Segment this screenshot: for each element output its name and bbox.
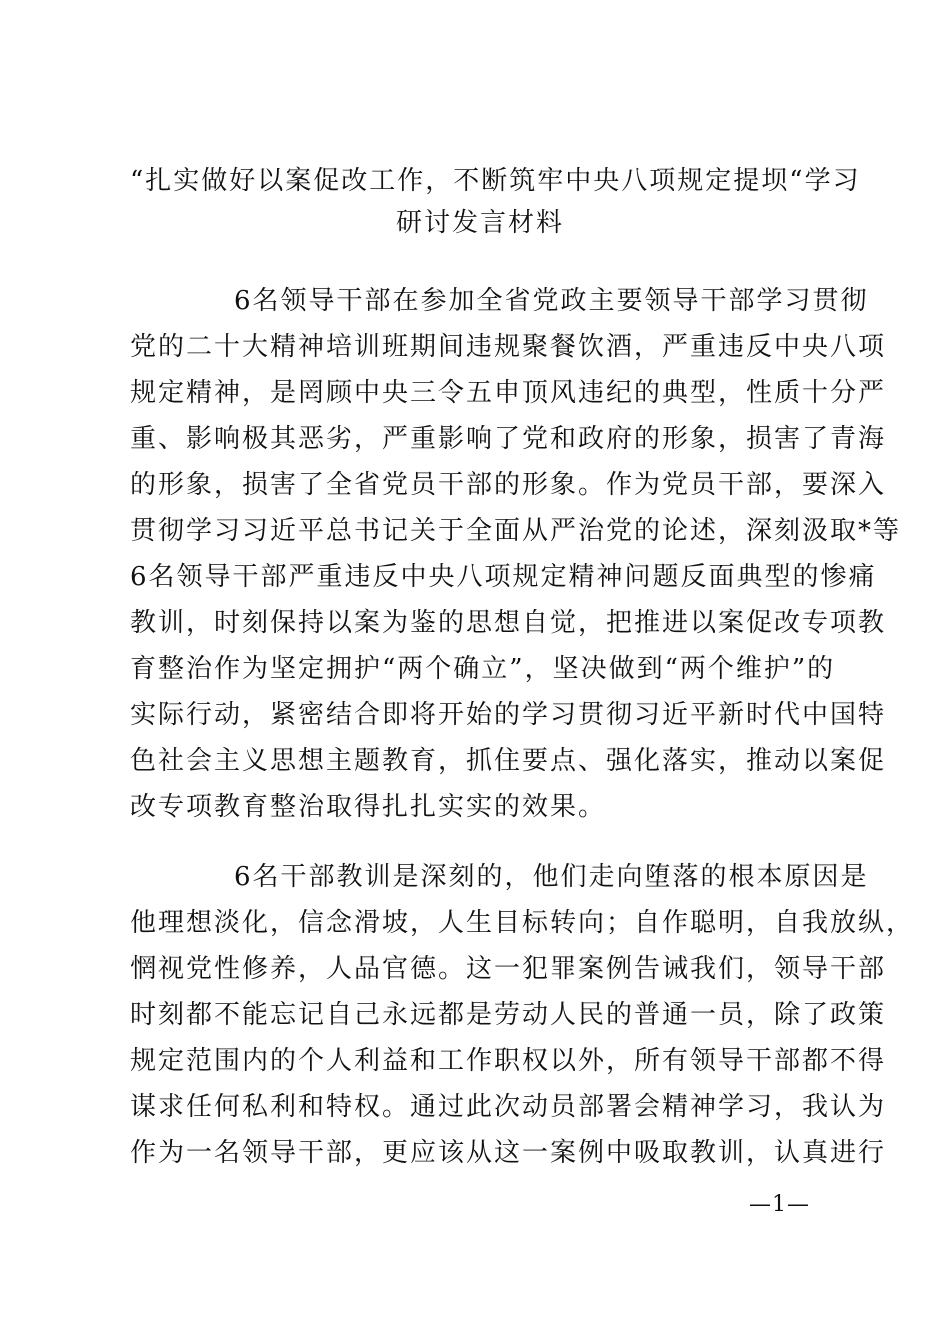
- paragraph-line: 6名领导干部在参加全省党政主要领导干部学习贯彻: [234, 286, 869, 316]
- page-number: —1—: [749, 1192, 810, 1217]
- paragraph-line: 规定范围内的个人利益和工作职权以外，所有领导干部都不得: [130, 1046, 887, 1076]
- paragraph-line: 改专项教育整治取得扎扎实实的效果。: [130, 792, 607, 822]
- paragraph-line: 贯彻学习习近平总书记关于全面从严治党的论述，深刻汲取*等: [130, 516, 902, 546]
- paragraph-1: [130, 278, 902, 830]
- paragraph-line: 实际行动，紧密结合即将开始的学习贯彻习近平新时代中国特: [130, 700, 887, 730]
- paragraph-line: 规定精神，是罔顾中央三令五申顶风违纪的典型，性质十分严: [130, 378, 887, 408]
- paragraph-line: 党的二十大精神培训班期间违规聚餐饮酒，严重违反中央八项: [130, 332, 887, 362]
- paragraph-line: 6名干部教训是深刻的，他们走向堕落的根本原因是: [234, 862, 869, 892]
- paragraph-line: 的形象，损害了全省党员干部的形象。作为党员干部，要深入: [130, 470, 887, 500]
- paragraph-line: 重、影响极其恶劣，严重影响了党和政府的形象，损害了青海: [130, 424, 887, 454]
- paragraph-line: 惘视党性修养，人品官德。这一犯罪案例告诫我们，领导干部: [130, 954, 887, 984]
- paragraph-line: 他理想淡化，信念滑坡，人生目标转向；自作聪明，自我放纵，: [130, 908, 915, 938]
- document-title: [130, 160, 861, 244]
- paragraph-line: 教训，时刻保持以案为鉴的思想自觉，把推进以案促改专项教: [130, 608, 887, 638]
- title-line-2: 研讨发言材料: [395, 208, 564, 238]
- paragraph-line: 育整治作为坚定拥护“两个确立”，坚决做到“两个维护”的: [130, 654, 836, 684]
- paragraph-line: 色社会主义思想主题教育，抓住要点、强化落实，推动以案促: [130, 746, 887, 776]
- paragraph-line: 6名领导干部严重违反中央八项规定精神问题反面典型的惨痛: [130, 562, 877, 592]
- paragraph-line: 谋求任何私利和特权。通过此次动员部署会精神学习，我认为: [130, 1092, 887, 1122]
- paragraph-line: 作为一名领导干部，更应该从这一案例中吸取教训，认真进行: [130, 1138, 887, 1168]
- paragraph-2: [130, 854, 915, 1176]
- paragraph-line: 时刻都不能忘记自己永远都是劳动人民的普通一员，除了政策: [130, 1000, 887, 1030]
- title-line-1: “扎实做好以案促改工作，不断筑牢中央八项规定提坝“学习: [130, 166, 861, 196]
- document-body: [130, 278, 915, 1176]
